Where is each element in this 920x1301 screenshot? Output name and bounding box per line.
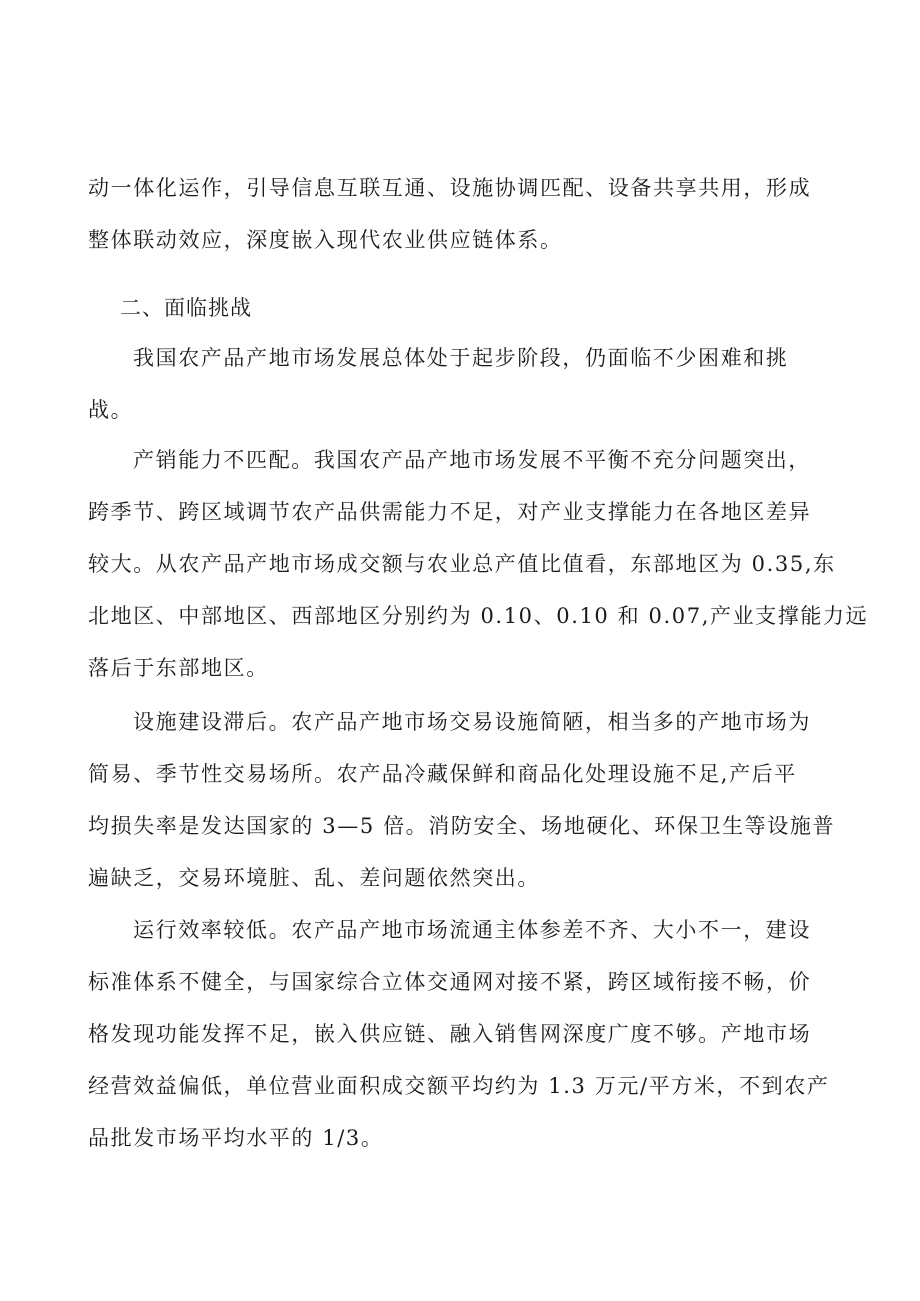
paragraph-line: 跨季节、跨区域调节农产品供需能力不足，对产业支撑能力在各地区差异 — [88, 500, 812, 524]
paragraph-line: 格发现功能发挥不足，嵌入供应链、融入销售网深度广度不够。产地市场 — [88, 1022, 812, 1046]
paragraph-line: 战。 — [88, 398, 134, 422]
paragraph-line: 落后于东部地区。 — [88, 656, 269, 680]
paragraph-line: 较大。从农产品产地市场成交额与农业总产值比值看，东部地区为 0.35,东 — [88, 552, 836, 576]
paragraph-line: 品批发市场平均水平的 1/3。 — [88, 1126, 384, 1150]
paragraph-line: 我国农产品产地市场发展总体处于起步阶段，仍面临不少困难和挑 — [133, 346, 789, 370]
paragraph-line: 经营效益偏低，单位营业面积成交额平均约为 1.3 万元/平方米，不到农产 — [88, 1074, 830, 1098]
paragraph-line: 整体联动效应，深度嵌入现代农业供应链体系。 — [88, 228, 563, 252]
paragraph-line: 遍缺乏，交易环境脏、乱、差问题依然突出。 — [88, 866, 540, 890]
paragraph-line: 产销能力不匹配。我国农产品产地市场发展不平衡不充分问题突出， — [133, 448, 811, 472]
paragraph-line: 标准体系不健全，与国家综合立体交通网对接不紧，跨区域衔接不畅，价 — [88, 970, 812, 994]
paragraph-line: 北地区、中部地区、西部地区分别约为 0.10、0.10 和 0.07,产业支撑能力远 — [88, 604, 869, 628]
paragraph-line: 均损失率是发达国家的 3—5 倍。消防安全、场地硬化、环保卫生等设施普 — [88, 814, 836, 838]
paragraph-line: 设施建设滞后。农产品产地市场交易设施简陋，相当多的产地市场为 — [133, 710, 811, 734]
section-heading: 二、面临挑战 — [120, 296, 252, 320]
paragraph-line: 运行效率较低。农产品产地市场流通主体参差不齐、大小不一，建设 — [133, 918, 811, 942]
paragraph-line: 简易、季节性交易场所。农产品冷藏保鲜和商品化处理设施不足,产后平 — [88, 762, 797, 786]
paragraph-line: 动一体化运作，引导信息互联互通、设施协调匹配、设备共享共用，形成 — [88, 176, 812, 200]
